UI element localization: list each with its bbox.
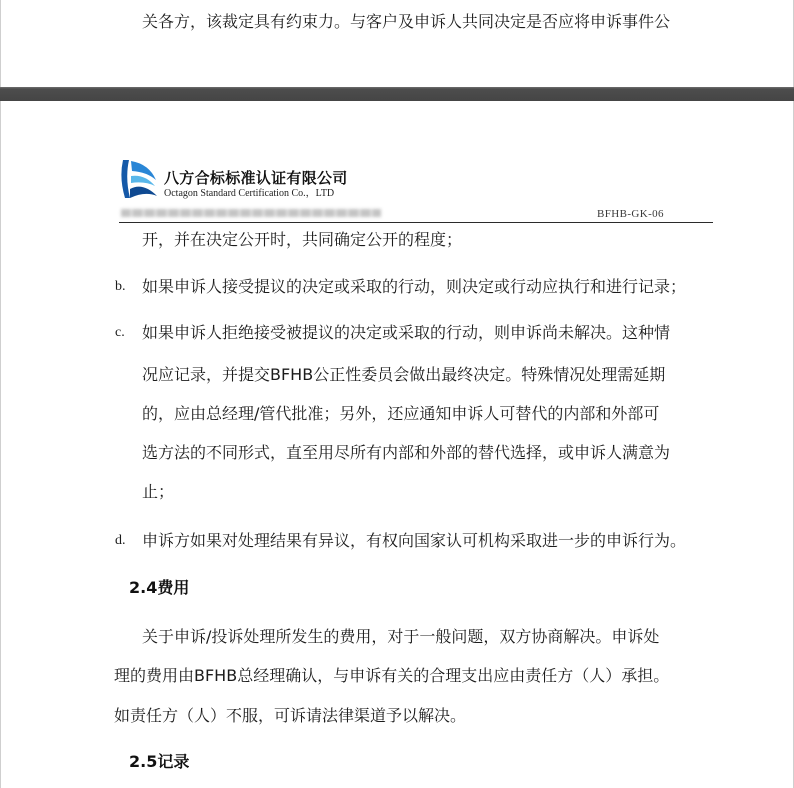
company-name-en: Octagon Standard Certification Co.，LTD [164, 188, 335, 199]
header-rule [119, 222, 713, 223]
document-code: BFHB-GK-06 [597, 208, 664, 220]
document-page-current [0, 101, 794, 788]
list-item-text: 申诉方如果对处理结果有异议，有权向国家认可机构采取进一步的申诉行为。 [142, 531, 687, 550]
section-heading-records: 2.5记录 [129, 752, 190, 771]
company-logo-icon [119, 158, 159, 200]
list-item-text: 止； [142, 482, 175, 501]
document-page-previous [0, 0, 794, 87]
list-item-c [1, 323, 793, 502]
list-item-text: 况应记录，并提交BFHB公正性委员会做出最终决定。特殊情况处理需延期 [142, 365, 666, 384]
list-item-b [1, 277, 793, 297]
list-item-d [1, 531, 793, 551]
list-item-text: 如果申诉人接受提议的决定或采取的行动，则决定或行动应执行和进行记录； [142, 277, 687, 296]
body-text-line: 开，并在决定公开时，共同确定公开的程度； [142, 230, 463, 249]
list-marker: d. [115, 533, 126, 548]
company-name-cn: 八方合标标准认证有限公司 [164, 169, 348, 187]
list-item-text: 选方法的不同形式，直至用尽所有内部和外部的替代选择，或申诉人满意为 [142, 443, 671, 462]
section-paragraph-fees [1, 627, 793, 726]
section-heading-fees: 2.4费用 [129, 578, 190, 597]
list-item-text: 的，应由总经理/管代批准；另外，还应通知申诉人可替代的内部和外部可 [142, 404, 660, 423]
blurred-header-text [121, 209, 381, 217]
list-marker: b. [115, 279, 126, 294]
list-marker: c. [115, 325, 125, 340]
body-text-line: 关于申诉/投诉处理所发生的费用，对于一般问题，双方协商解决。申诉处 [142, 627, 660, 646]
list-item-text: 如果申诉人拒绝接受被提议的决定或采取的行动，则申诉尚未解决。这种情 [142, 323, 671, 342]
body-text-line: 理的费用由BFHB总经理确认，与申诉有关的合理支出应由责任方（人）承担。 [114, 666, 670, 685]
body-text-line: 如责任方（人）不服，可诉请法律渠道予以解决。 [114, 706, 467, 725]
page-separator [0, 87, 794, 101]
body-text-line: 关各方，该裁定具有约束力。与客户及申诉人共同决定是否应将申诉事件公 [142, 12, 671, 31]
